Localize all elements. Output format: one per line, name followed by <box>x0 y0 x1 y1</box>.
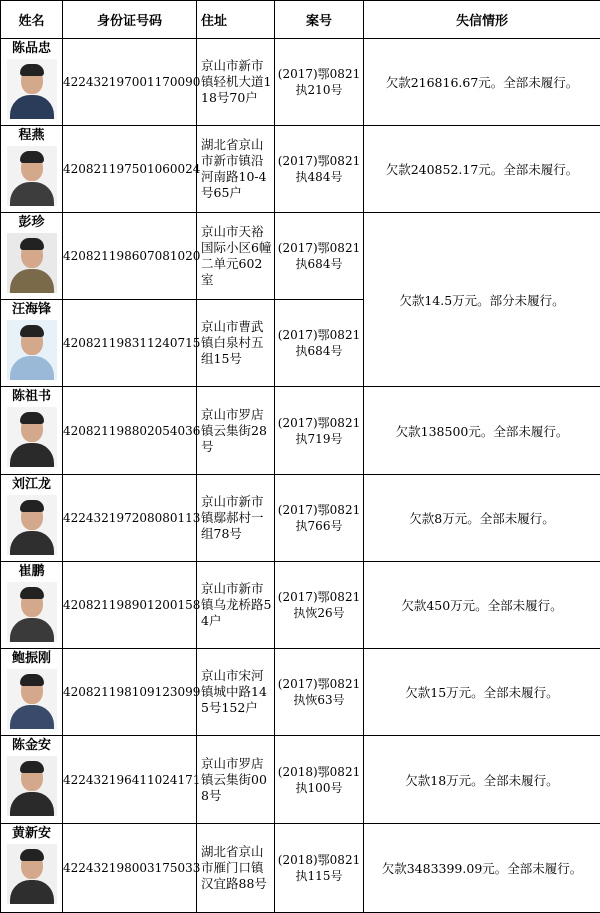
header-name: 姓名 <box>1 1 63 39</box>
case-number: (2017)鄂0821执恢63号 <box>275 649 364 736</box>
id-number: 420821198901200158 <box>63 562 197 649</box>
id-number: 422432197001170090 <box>63 39 197 126</box>
address: 京山市新市镇鄢郝村一组78号 <box>197 475 275 562</box>
id-number: 420821198607081020 <box>63 213 197 300</box>
person-cell <box>1 39 63 126</box>
dishonest-status: 欠款15万元。全部未履行。 <box>364 649 600 736</box>
photo-hair <box>20 674 44 686</box>
person-name: 鲍振刚 <box>11 651 51 666</box>
header-address: 住址 <box>197 1 275 39</box>
person-photo <box>7 146 57 206</box>
person-photo <box>7 756 57 816</box>
address: 京山市新市镇乌龙桥路54户 <box>197 562 275 649</box>
case-number: (2017)鄂0821执719号 <box>275 387 364 475</box>
address: 湖北省京山市新市镇沿河南路10-4号65户 <box>197 126 275 213</box>
dishonest-status: 欠款240852.17元。全部未履行。 <box>364 126 600 213</box>
photo-hair <box>20 151 44 163</box>
case-number: (2017)鄂0821执210号 <box>275 39 364 126</box>
photo-hair <box>20 587 44 599</box>
person-cell <box>1 562 63 649</box>
dishonest-status: 欠款138500元。全部未履行。 <box>364 387 600 475</box>
person-name: 陈祖书 <box>11 389 51 404</box>
person-cell <box>1 824 63 913</box>
dishonest-status: 欠款216816.67元。全部未履行。 <box>364 39 600 126</box>
case-number: (2017)鄂0821执484号 <box>275 126 364 213</box>
address: 京山市罗店镇云集街28号 <box>197 387 275 475</box>
person-photo <box>7 407 57 467</box>
id-number: 420821198311240715 <box>63 300 197 387</box>
id-number: 420821197501060024 <box>63 126 197 213</box>
person-cell <box>1 387 63 475</box>
case-number: (2017)鄂0821执684号 <box>275 213 364 300</box>
photo-hair <box>20 64 44 76</box>
person-photo <box>7 59 57 119</box>
dishonest-status: 欠款3483399.09元。全部未履行。 <box>364 824 600 913</box>
address: 湖北省京山市雁门口镇汉宜路88号 <box>197 824 275 913</box>
person-photo <box>7 844 57 904</box>
dishonest-status: 欠款14.5万元。部分未履行。 <box>364 213 600 387</box>
table-row <box>1 39 600 126</box>
person-photo <box>7 320 57 380</box>
photo-hair <box>20 761 44 773</box>
person-photo <box>7 582 57 642</box>
table-row <box>1 562 600 649</box>
case-number: (2017)鄂0821执684号 <box>275 300 364 387</box>
id-number: 422432196411024171 <box>63 736 197 824</box>
table-row <box>1 649 600 736</box>
case-number: (2017)鄂0821执恢26号 <box>275 562 364 649</box>
person-name: 陈金安 <box>11 738 51 753</box>
address: 京山市宋河镇城中路145号152户 <box>197 649 275 736</box>
address: 京山市曹武镇白泉村五组15号 <box>197 300 275 387</box>
person-cell <box>1 300 63 387</box>
dishonest-status: 欠款450万元。全部未履行。 <box>364 562 600 649</box>
case-number: (2018)鄂0821执115号 <box>275 824 364 913</box>
person-cell <box>1 126 63 213</box>
person-cell <box>1 213 63 300</box>
id-number: 422432198003175033 <box>63 824 197 913</box>
person-photo <box>7 669 57 729</box>
person-name: 黄新安 <box>11 826 51 841</box>
address: 京山市天裕国际小区6幢二单元602室 <box>197 213 275 300</box>
address: 京山市罗店镇云集街008号 <box>197 736 275 824</box>
address: 京山市新市镇轻机大道118号70户 <box>197 39 275 126</box>
photo-hair <box>20 325 44 337</box>
person-cell <box>1 475 63 562</box>
table-row <box>1 736 600 824</box>
case-number: (2018)鄂0821执100号 <box>275 736 364 824</box>
person-name: 程燕 <box>18 128 45 143</box>
person-cell <box>1 736 63 824</box>
case-number: (2017)鄂0821执766号 <box>275 475 364 562</box>
table-row <box>1 824 600 913</box>
person-name: 陈品忠 <box>11 41 51 56</box>
table-row <box>1 213 600 300</box>
photo-hair <box>20 849 44 861</box>
person-name: 彭珍 <box>18 215 45 230</box>
id-number: 422432197208080113 <box>63 475 197 562</box>
person-photo <box>7 495 57 555</box>
table-row <box>1 126 600 213</box>
dishonest-status: 欠款8万元。全部未履行。 <box>364 475 600 562</box>
person-name: 刘江龙 <box>11 477 51 492</box>
person-photo <box>7 233 57 293</box>
id-number: 420821198802054036 <box>63 387 197 475</box>
person-cell <box>1 649 63 736</box>
dishonest-status: 欠款18万元。全部未履行。 <box>364 736 600 824</box>
header-id: 身份证号码 <box>63 1 197 39</box>
table-row <box>1 475 600 562</box>
table-header-row <box>1 1 600 39</box>
header-case: 案号 <box>275 1 364 39</box>
photo-hair <box>20 238 44 250</box>
id-number: 420821198109123099 <box>63 649 197 736</box>
table-row <box>1 387 600 475</box>
photo-hair <box>20 412 44 424</box>
photo-hair <box>20 500 44 512</box>
person-name: 汪海锋 <box>11 302 51 317</box>
header-status: 失信情形 <box>364 1 600 39</box>
person-name: 崔鹏 <box>18 564 45 579</box>
